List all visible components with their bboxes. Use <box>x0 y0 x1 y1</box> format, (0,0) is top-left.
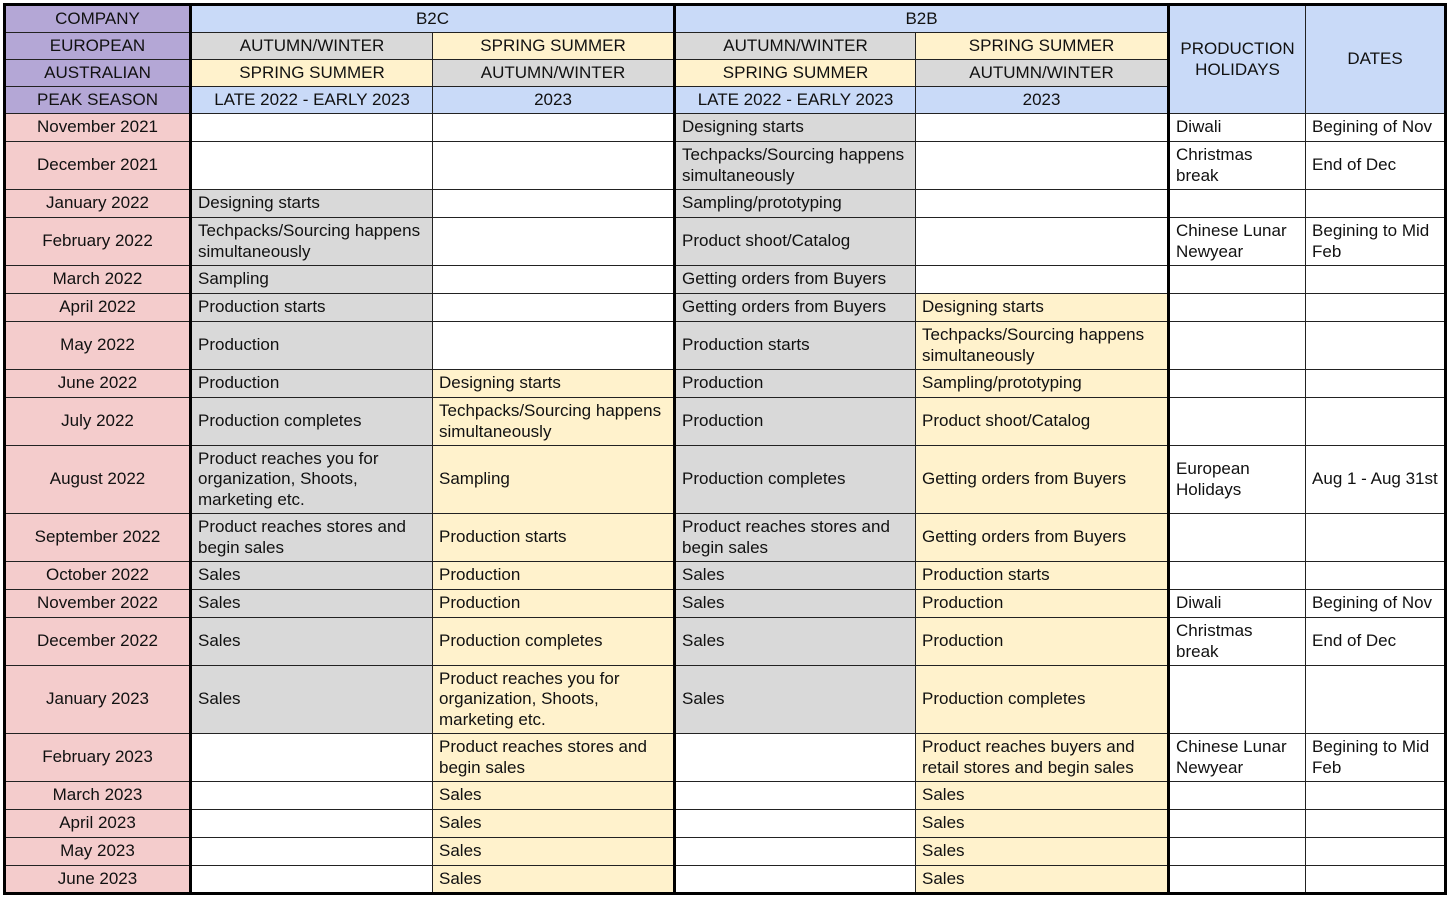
b2b-spring-summer-cell: Product shoot/Catalog <box>916 398 1169 446</box>
header-b2c: B2C <box>191 5 675 33</box>
b2b-spring-summer-cell <box>916 190 1169 218</box>
dates-cell: End of Dec <box>1306 618 1446 666</box>
header-production-holidays: PRODUCTION HOLIDAYS <box>1169 5 1306 114</box>
holiday-cell <box>1169 398 1306 446</box>
b2b-spring-summer-cell <box>916 218 1169 266</box>
b2c-spring-summer-cell <box>433 142 675 190</box>
b2b-spring-summer-cell: Product reaches buyers and retail stores and begin sales <box>916 734 1169 782</box>
b2c-spring-summer-cell: Production <box>433 590 675 618</box>
b2b-spring-summer-cell: Sales <box>916 838 1169 866</box>
table-row <box>5 370 1446 398</box>
dates-cell <box>1306 398 1446 446</box>
label-company: COMPANY <box>5 5 191 33</box>
b2b-spring-summer-cell <box>916 266 1169 294</box>
b2b-spring-summer-cell: Getting orders from Buyers <box>916 446 1169 514</box>
b2b-spring-summer-cell: Designing starts <box>916 294 1169 322</box>
b2c-autumn-winter-cell: Sales <box>191 618 433 666</box>
dates-cell: Begining of Nov <box>1306 114 1446 142</box>
b2b-autumn-winter-cell <box>675 838 916 866</box>
holiday-cell <box>1169 666 1306 734</box>
b2b-autumn-winter-cell: Sales <box>675 562 916 590</box>
table-row <box>5 590 1446 618</box>
holiday-cell <box>1169 866 1306 894</box>
month-cell: June 2023 <box>5 866 191 894</box>
label-european: EUROPEAN <box>5 33 191 60</box>
b2b-autumn-winter-cell: Sales <box>675 618 916 666</box>
table-row <box>5 322 1446 370</box>
b2c-autumn-winter-cell: Production starts <box>191 294 433 322</box>
b2c-spring-summer-cell <box>433 218 675 266</box>
holiday-cell <box>1169 562 1306 590</box>
au-b2b-col1: SPRING SUMMER <box>675 60 916 87</box>
dates-cell <box>1306 190 1446 218</box>
header-b2b: B2B <box>675 5 1169 33</box>
eu-b2c-col1: AUTUMN/WINTER <box>191 33 433 60</box>
month-cell: November 2021 <box>5 114 191 142</box>
b2b-autumn-winter-cell: Production <box>675 370 916 398</box>
holiday-cell <box>1169 190 1306 218</box>
b2b-autumn-winter-cell: Product shoot/Catalog <box>675 218 916 266</box>
table-row <box>5 218 1446 266</box>
b2c-spring-summer-cell <box>433 114 675 142</box>
month-cell: January 2022 <box>5 190 191 218</box>
table-row <box>5 190 1446 218</box>
table-row <box>5 446 1446 514</box>
b2b-spring-summer-cell: Sales <box>916 810 1169 838</box>
au-b2b-col2: AUTUMN/WINTER <box>916 60 1169 87</box>
b2c-autumn-winter-cell: Product reaches stores and begin sales <box>191 514 433 562</box>
b2b-spring-summer-cell: Getting orders from Buyers <box>916 514 1169 562</box>
holiday-cell: Diwali <box>1169 114 1306 142</box>
b2b-spring-summer-cell: Sampling/prototyping <box>916 370 1169 398</box>
b2b-autumn-winter-cell <box>675 782 916 810</box>
b2b-spring-summer-cell <box>916 114 1169 142</box>
b2b-autumn-winter-cell: Product reaches stores and begin sales <box>675 514 916 562</box>
b2b-spring-summer-cell: Production starts <box>916 562 1169 590</box>
month-cell: September 2022 <box>5 514 191 562</box>
b2c-autumn-winter-cell: Production <box>191 370 433 398</box>
b2b-spring-summer-cell: Production completes <box>916 666 1169 734</box>
b2c-autumn-winter-cell: Sales <box>191 562 433 590</box>
b2c-spring-summer-cell: Sampling <box>433 446 675 514</box>
b2b-spring-summer-cell: Production <box>916 618 1169 666</box>
b2b-autumn-winter-cell: Production <box>675 398 916 446</box>
b2c-autumn-winter-cell: Sales <box>191 590 433 618</box>
peak-b2c-col1: LATE 2022 - EARLY 2023 <box>191 87 433 114</box>
holiday-cell: Christmas break <box>1169 142 1306 190</box>
b2c-spring-summer-cell: Designing starts <box>433 370 675 398</box>
month-cell: January 2023 <box>5 666 191 734</box>
month-cell: October 2022 <box>5 562 191 590</box>
dates-cell <box>1306 782 1446 810</box>
table-row <box>5 562 1446 590</box>
b2b-autumn-winter-cell: Getting orders from Buyers <box>675 266 916 294</box>
b2b-autumn-winter-cell <box>675 734 916 782</box>
holiday-cell: Diwali <box>1169 590 1306 618</box>
holiday-cell: European Holidays <box>1169 446 1306 514</box>
b2c-spring-summer-cell: Sales <box>433 810 675 838</box>
dates-cell <box>1306 514 1446 562</box>
label-australian: AUSTRALIAN <box>5 60 191 87</box>
label-peak-season: PEAK SEASON <box>5 87 191 114</box>
dates-cell <box>1306 562 1446 590</box>
b2c-spring-summer-cell: Production completes <box>433 618 675 666</box>
holiday-cell <box>1169 514 1306 562</box>
header-dates: DATES <box>1306 5 1446 114</box>
holiday-cell: Chinese Lunar Newyear <box>1169 734 1306 782</box>
month-cell: April 2023 <box>5 810 191 838</box>
table-row <box>5 294 1446 322</box>
month-cell: April 2022 <box>5 294 191 322</box>
holiday-cell <box>1169 266 1306 294</box>
holiday-cell <box>1169 810 1306 838</box>
table-row <box>5 142 1446 190</box>
dates-cell: Begining of Nov <box>1306 590 1446 618</box>
dates-cell <box>1306 370 1446 398</box>
b2b-spring-summer-cell: Sales <box>916 866 1169 894</box>
table-row <box>5 398 1446 446</box>
dates-cell <box>1306 322 1446 370</box>
b2c-autumn-winter-cell <box>191 734 433 782</box>
b2c-spring-summer-cell <box>433 322 675 370</box>
b2c-autumn-winter-cell <box>191 142 433 190</box>
b2c-spring-summer-cell <box>433 190 675 218</box>
dates-cell: Aug 1 - Aug 31st <box>1306 446 1446 514</box>
dates-cell: End of Dec <box>1306 142 1446 190</box>
b2c-autumn-winter-cell: Production completes <box>191 398 433 446</box>
b2b-autumn-winter-cell <box>675 866 916 894</box>
b2b-autumn-winter-cell: Sampling/prototyping <box>675 190 916 218</box>
holiday-cell: Chinese Lunar Newyear <box>1169 218 1306 266</box>
b2c-autumn-winter-cell: Production <box>191 322 433 370</box>
b2c-autumn-winter-cell: Product reaches you for organization, Shoots, marketing etc. <box>191 446 433 514</box>
b2c-autumn-winter-cell: Sales <box>191 666 433 734</box>
table-row <box>5 514 1446 562</box>
b2c-autumn-winter-cell <box>191 114 433 142</box>
production-calendar-table <box>3 3 1447 895</box>
header-row-company <box>5 5 1446 33</box>
b2c-spring-summer-cell: Product reaches you for organization, Shoots, marketing etc. <box>433 666 675 734</box>
b2c-autumn-winter-cell <box>191 838 433 866</box>
b2c-spring-summer-cell: Production starts <box>433 514 675 562</box>
b2b-autumn-winter-cell: Getting orders from Buyers <box>675 294 916 322</box>
b2c-spring-summer-cell: Techpacks/Sourcing happens simultaneously <box>433 398 675 446</box>
month-cell: May 2023 <box>5 838 191 866</box>
month-cell: December 2021 <box>5 142 191 190</box>
b2b-spring-summer-cell: Production <box>916 590 1169 618</box>
b2b-spring-summer-cell: Techpacks/Sourcing happens simultaneously <box>916 322 1169 370</box>
b2c-autumn-winter-cell <box>191 866 433 894</box>
dates-cell <box>1306 266 1446 294</box>
b2b-spring-summer-cell <box>916 142 1169 190</box>
b2b-autumn-winter-cell: Designing starts <box>675 114 916 142</box>
b2b-autumn-winter-cell: Production starts <box>675 322 916 370</box>
holiday-cell <box>1169 294 1306 322</box>
table-row <box>5 266 1446 294</box>
holiday-cell: Christmas break <box>1169 618 1306 666</box>
eu-b2c-col2: SPRING SUMMER <box>433 33 675 60</box>
month-cell: June 2022 <box>5 370 191 398</box>
b2c-spring-summer-cell: Sales <box>433 838 675 866</box>
b2c-autumn-winter-cell: Techpacks/Sourcing happens simultaneously <box>191 218 433 266</box>
b2c-autumn-winter-cell: Sampling <box>191 266 433 294</box>
dates-cell <box>1306 866 1446 894</box>
peak-b2b-col1: LATE 2022 - EARLY 2023 <box>675 87 916 114</box>
holiday-cell <box>1169 782 1306 810</box>
b2c-spring-summer-cell <box>433 266 675 294</box>
table-row <box>5 734 1446 782</box>
table-row <box>5 838 1446 866</box>
table-row <box>5 810 1446 838</box>
b2b-autumn-winter-cell: Techpacks/Sourcing happens simultaneously <box>675 142 916 190</box>
b2b-spring-summer-cell: Sales <box>916 782 1169 810</box>
table-row <box>5 666 1446 734</box>
month-cell: November 2022 <box>5 590 191 618</box>
month-cell: February 2022 <box>5 218 191 266</box>
b2c-autumn-winter-cell: Designing starts <box>191 190 433 218</box>
b2c-spring-summer-cell: Production <box>433 562 675 590</box>
b2b-autumn-winter-cell: Production completes <box>675 446 916 514</box>
peak-b2c-col2: 2023 <box>433 87 675 114</box>
dates-cell <box>1306 666 1446 734</box>
dates-cell: Begining to Mid Feb <box>1306 218 1446 266</box>
holiday-cell <box>1169 838 1306 866</box>
b2b-autumn-winter-cell: Sales <box>675 666 916 734</box>
eu-b2b-col2: SPRING SUMMER <box>916 33 1169 60</box>
b2b-autumn-winter-cell: Sales <box>675 590 916 618</box>
month-cell: February 2023 <box>5 734 191 782</box>
b2c-spring-summer-cell: Product reaches stores and begin sales <box>433 734 675 782</box>
b2c-spring-summer-cell <box>433 294 675 322</box>
month-cell: July 2022 <box>5 398 191 446</box>
month-cell: December 2022 <box>5 618 191 666</box>
table-row <box>5 618 1446 666</box>
dates-cell <box>1306 838 1446 866</box>
holiday-cell <box>1169 322 1306 370</box>
dates-cell: Begining to Mid Feb <box>1306 734 1446 782</box>
table-row <box>5 782 1446 810</box>
dates-cell <box>1306 810 1446 838</box>
month-cell: March 2022 <box>5 266 191 294</box>
table-row <box>5 866 1446 894</box>
dates-cell <box>1306 294 1446 322</box>
au-b2c-col2: AUTUMN/WINTER <box>433 60 675 87</box>
eu-b2b-col1: AUTUMN/WINTER <box>675 33 916 60</box>
b2c-autumn-winter-cell <box>191 810 433 838</box>
b2c-autumn-winter-cell <box>191 782 433 810</box>
holiday-cell <box>1169 370 1306 398</box>
table-row <box>5 114 1446 142</box>
month-cell: May 2022 <box>5 322 191 370</box>
b2c-spring-summer-cell: Sales <box>433 866 675 894</box>
month-cell: August 2022 <box>5 446 191 514</box>
peak-b2b-col2: 2023 <box>916 87 1169 114</box>
b2c-spring-summer-cell: Sales <box>433 782 675 810</box>
month-cell: March 2023 <box>5 782 191 810</box>
au-b2c-col1: SPRING SUMMER <box>191 60 433 87</box>
b2b-autumn-winter-cell <box>675 810 916 838</box>
